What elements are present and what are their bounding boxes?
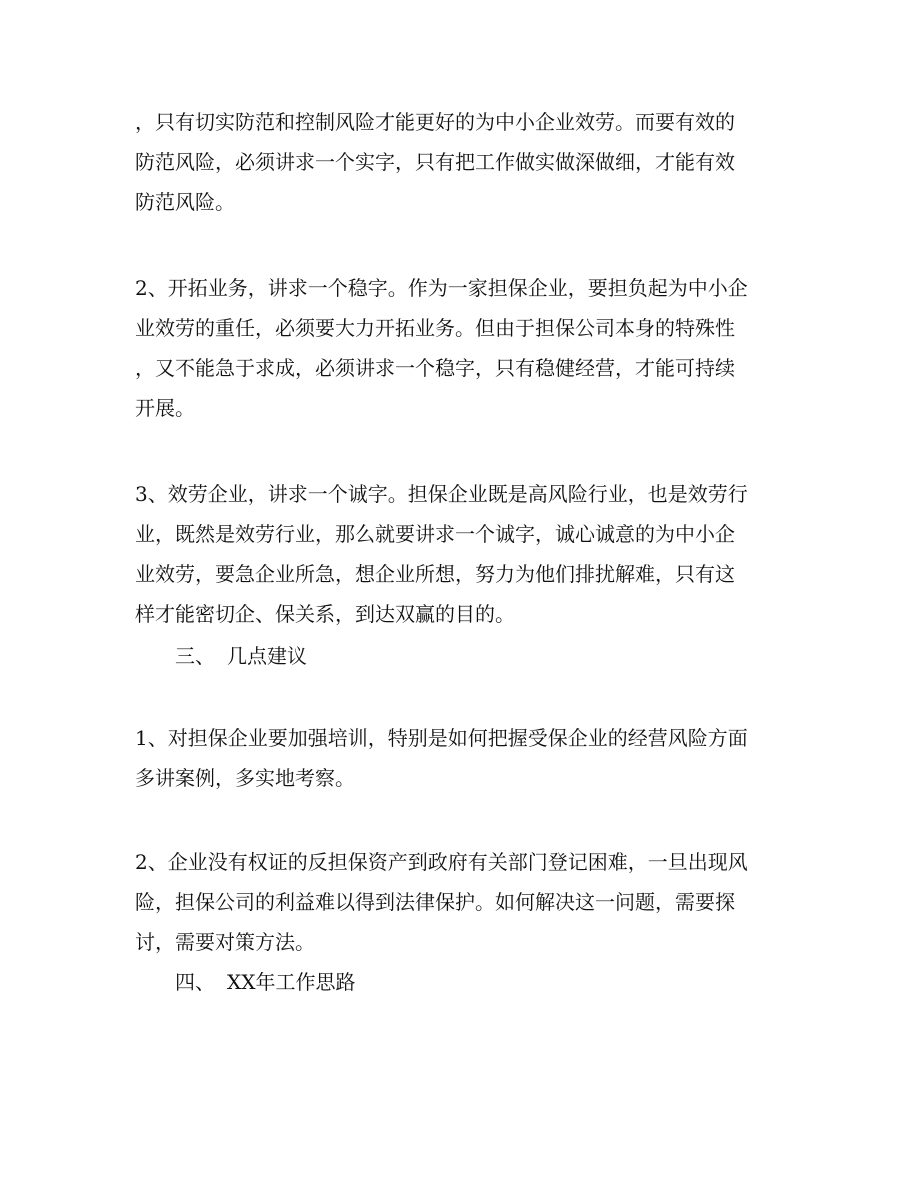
- text-line: 讨，需要对策方法。: [135, 930, 315, 954]
- text-line: 险，担保公司的利益难以得到法律保护。如何解决这一问题，需要探: [135, 890, 735, 914]
- text-line: 3、效劳企业，讲求一个诚字。担保企业既是高风险行业，也是效劳行: [135, 482, 748, 506]
- paragraph-suggestion-1: [135, 718, 785, 798]
- text-line: 开展。: [135, 396, 195, 420]
- text-line: 2、企业没有权证的反担保资产到政府有关部门登记困难，一旦出现风: [135, 850, 748, 874]
- paragraph-suggestion-2: [135, 842, 785, 962]
- section-title: XX年工作思路: [227, 970, 356, 994]
- paragraph-item-3-service: [135, 474, 785, 634]
- text-line: 防范风险，必须讲求一个实字，只有把工作做实做深做细，才能有效: [135, 150, 735, 174]
- text-line: 多讲案例，多实地考察。: [135, 766, 355, 790]
- paragraph-item-2-business: [135, 268, 785, 428]
- text-line: ，又不能急于求成，必须讲求一个稳字，只有稳健经营，才能可持续: [135, 356, 735, 380]
- text-line: 业效劳的重任，必须要大力开拓业务。但由于担保公司本身的特殊性: [135, 316, 735, 340]
- section-title: 几点建议: [227, 644, 307, 668]
- text-line: 防范风险。: [135, 190, 235, 214]
- text-line: 2、开拓业务，讲求一个稳字。作为一家担保企业，要担负起为中小企: [135, 276, 748, 300]
- paragraph-risk-control: [135, 102, 785, 222]
- text-line: 1、对担保企业要加强培训，特别是如何把握受保企业的经营风险方面: [135, 726, 748, 750]
- section-heading-work-plan: [175, 962, 355, 1002]
- text-line: 样才能密切企、保关系，到达双赢的目的。: [135, 602, 515, 626]
- text-line: 业，既然是效劳行业，那么就要讲求一个诚字，诚心诚意的为中小企: [135, 522, 735, 546]
- section-number: 三、: [175, 644, 215, 668]
- section-heading-suggestions: [175, 636, 307, 676]
- text-line: 业效劳，要急企业所急，想企业所想，努力为他们排扰解难，只有这: [135, 562, 735, 586]
- section-number: 四、: [175, 970, 215, 994]
- text-line: ，只有切实防范和控制风险才能更好的为中小企业效劳。而要有效的: [135, 110, 735, 134]
